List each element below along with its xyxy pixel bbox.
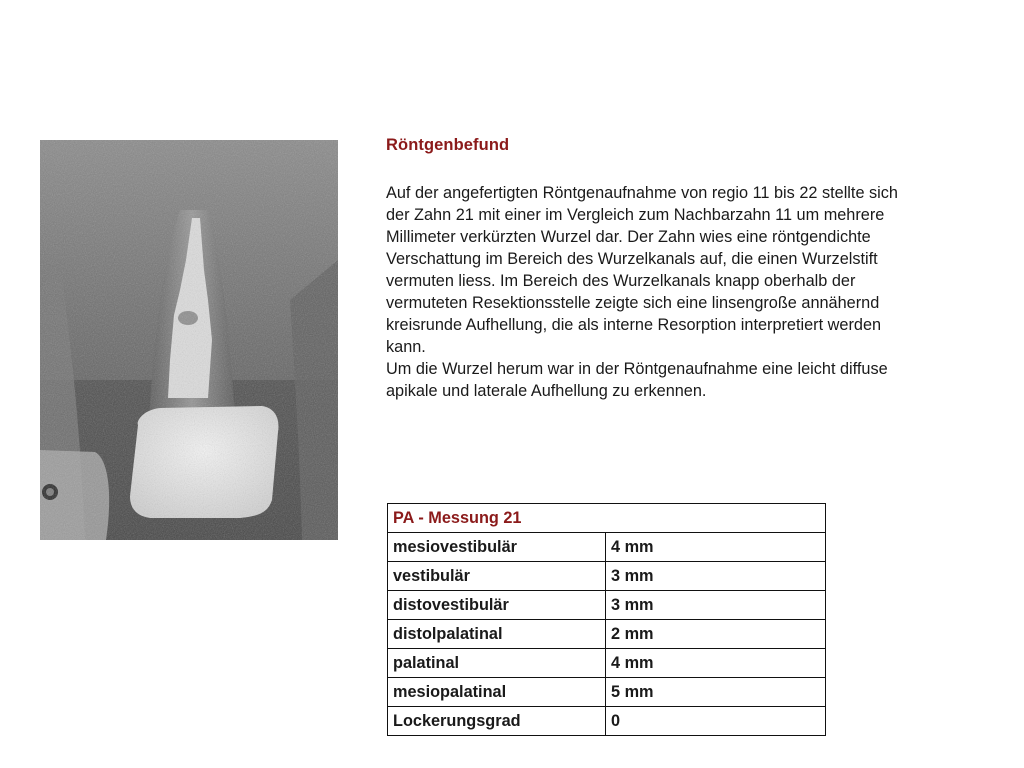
- findings-line: vermuten liess. Im Bereich des Wurzelkanals knapp oberhalb der: [386, 272, 856, 290]
- findings-line: apikale und laterale Aufhellung zu erkennen.: [386, 382, 707, 400]
- findings-line: der Zahn 21 mit einer im Vergleich zum Nachbarzahn 11 um mehrere: [386, 206, 885, 224]
- findings-line: kreisrunde Aufhellung, die als interne Resorption interpretiert werden: [386, 316, 882, 334]
- table-row-value: 5 mm: [606, 678, 826, 707]
- table-row-label: palatinal: [388, 649, 606, 678]
- table-row: [388, 533, 826, 562]
- findings-line: Auf der angefertigten Röntgenaufnahme von regio 11 bis 22 stellte sich: [386, 184, 898, 202]
- section-heading: Röntgenbefund: [386, 136, 510, 154]
- xray-drawing: [40, 140, 338, 540]
- table-row-value: 4 mm: [606, 533, 826, 562]
- table-title: PA - Messung 21: [388, 504, 826, 533]
- findings-line: kann.: [386, 338, 426, 356]
- table-row-label: mesiopalatinal: [388, 678, 606, 707]
- table-row-value: 0: [606, 707, 826, 736]
- table-row: [388, 620, 826, 649]
- table-row: [388, 562, 826, 591]
- findings-line: Millimeter verkürzten Wurzel dar. Der Zahn wies eine röntgendichte: [386, 228, 871, 246]
- table-row-value: 2 mm: [606, 620, 826, 649]
- pa-measurement-table: [387, 503, 826, 736]
- table-row-label: vestibulär: [388, 562, 606, 591]
- findings-line: Verschattung im Bereich des Wurzelkanals auf, die einen Wurzelstift: [386, 250, 878, 268]
- table-title-row: [388, 504, 826, 533]
- table-row-label: Lockerungsgrad: [388, 707, 606, 736]
- table-row-value: 3 mm: [606, 591, 826, 620]
- table-row: [388, 678, 826, 707]
- xray-image: [40, 140, 338, 540]
- table-row-value: 3 mm: [606, 562, 826, 591]
- findings-line: Um die Wurzel herum war in der Röntgenaufnahme eine leicht diffuse: [386, 360, 888, 378]
- table-row-label: mesiovestibulär: [388, 533, 606, 562]
- table-row-label: distolpalatinal: [388, 620, 606, 649]
- table-row: [388, 649, 826, 678]
- table-row-value: 4 mm: [606, 649, 826, 678]
- findings-line: vermuteten Resektionsstelle zeigte sich eine linsengroße annähernd: [386, 294, 880, 312]
- table-row: [388, 707, 826, 736]
- findings-text: [386, 182, 986, 402]
- table-row-label: distovestibulär: [388, 591, 606, 620]
- table-row: [388, 591, 826, 620]
